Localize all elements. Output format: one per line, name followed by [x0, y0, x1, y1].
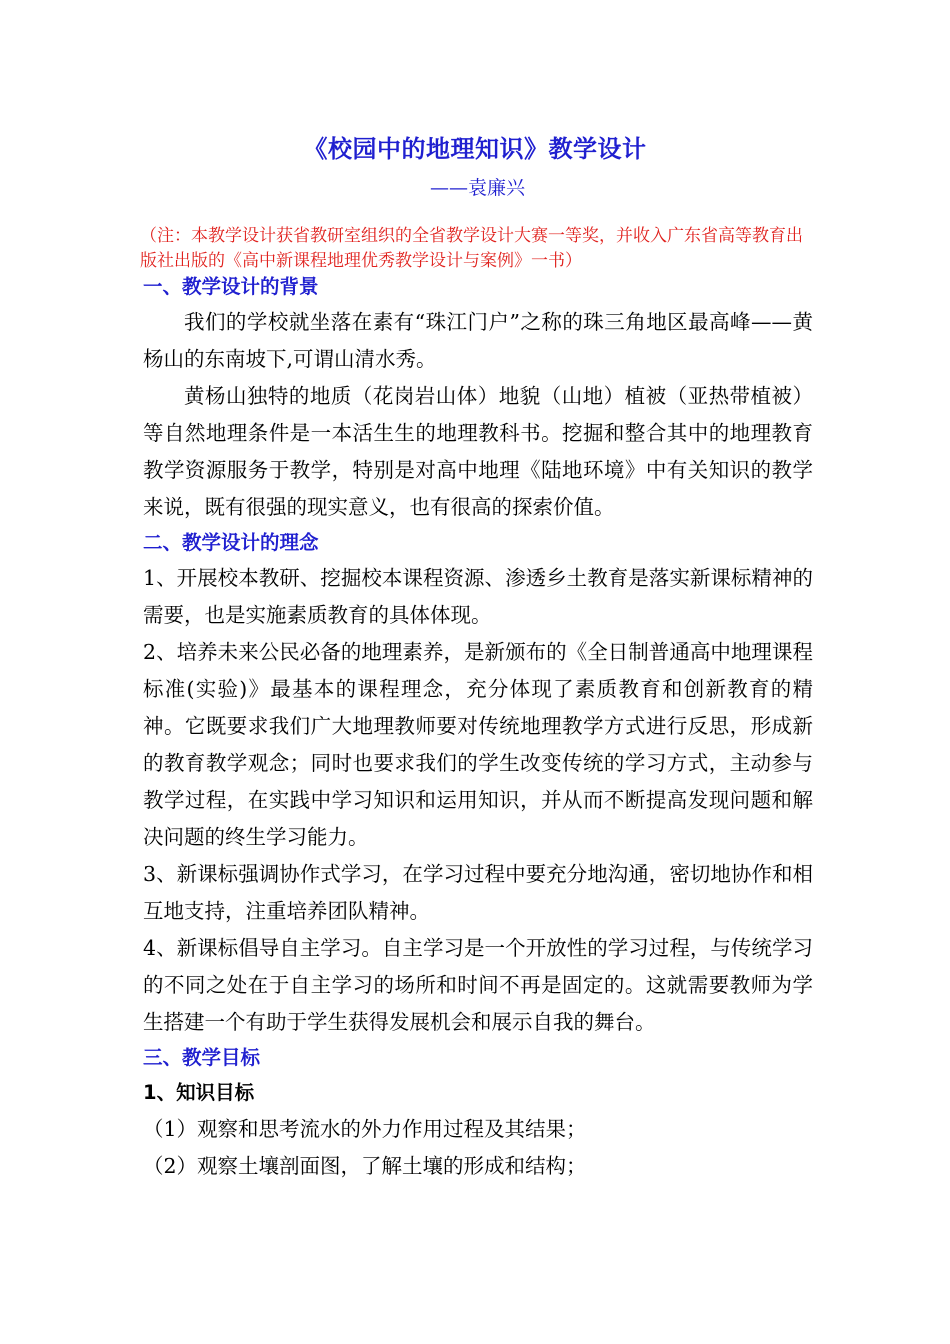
section-heading-objectives: 三、教学目标 — [143, 1046, 261, 1069]
section-heading-background: 一、教学设计的背景 — [143, 275, 319, 298]
paragraph: 黄杨山独特的地质（花岗岩山体）地貌（山地）植被（亚热带植被）等自然地理条件是一本活生生的地理教科书。挖掘和整合其中的地理教育教学资源服务于教学，特别是对高中地理《陆地环境》中有关知识的教学来说，既有很强的现实意义，也有很高的探索价值。 — [143, 384, 813, 519]
paragraph: 4、新课标倡导自主学习。自主学习是一个开放性的学习过程，与传统学习的不同之处在于自主学习的场所和时间不再是固定的。这就需要教师为学生搭建一个有助于学生获得发展机会和展示自我的舞台。 — [143, 936, 813, 1034]
document-author: ——袁廉兴 — [430, 177, 526, 199]
document-title: 《校园中的地理知识》教学设计 — [303, 134, 647, 163]
award-note: （注：本教学设计获省教研室组织的全省教学设计大赛一等奖，并收入广东省高等教育出版社出版的《高中新课程地理优秀教学设计与案例》一书） — [140, 226, 803, 271]
paragraph: 我们的学校就坐落在素有“珠江门户”之称的珠三角地区最高峰——黄杨山的东南坡下,可谓山清水秀。 — [143, 310, 813, 371]
paragraph: 2、培养未来公民必备的地理素养，是新颁布的《全日制普通高中地理课程标准(实验)》最基本的课程理念，充分体现了素质教育和创新教育的精神。它既要求我们广大地理教师要对传统地理教学方式进行反思，形成新的教育教学观念；同时也要求我们的学生改变传统的学习方式，主动参与教学过程，在实践中学习知识和运用知识，并从而不断提高发现问题和解决问题的终生学习能力。 — [143, 640, 813, 849]
document-body — [143, 270, 813, 1185]
subsection-heading-knowledge: 1、知识目标 — [143, 1081, 255, 1104]
paragraph: 1、开展校本教研、挖掘校本课程资源、渗透乡土教育是落实新课标精神的需要，也是实施素质教育的具体体现。 — [143, 566, 813, 627]
list-item: （1）观察和思考流水的外力作用过程及其结果； — [143, 1117, 587, 1141]
list-item: （2）观察土壤剖面图，了解土壤的形成和结构； — [143, 1154, 587, 1178]
paragraph: 3、新课标强调协作式学习，在学习过程中要充分地沟通，密切地协作和相互地支持，注重培养团队精神。 — [143, 862, 813, 923]
section-heading-philosophy: 二、教学设计的理念 — [143, 531, 319, 554]
